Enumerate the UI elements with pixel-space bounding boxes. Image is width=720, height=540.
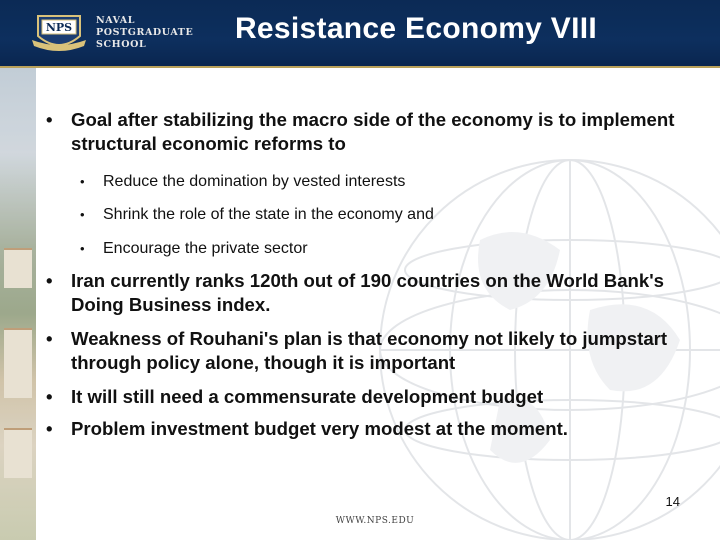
- bullet-icon: •: [46, 109, 53, 130]
- page-number: 14: [665, 494, 680, 509]
- logo-line: POSTGRADUATE: [96, 27, 194, 38]
- sub-bullet-private-sector: [80, 238, 680, 260]
- bullet-development-budget: [46, 385, 686, 409]
- bullet-icon: •: [80, 207, 85, 222]
- bullet-goal: [46, 108, 686, 156]
- bullet-icon: •: [46, 386, 53, 407]
- bullet-text: It will still need a commensurate development budget: [71, 386, 544, 407]
- bullet-doing-business: [46, 269, 686, 317]
- bullet-text: Problem investment budget very modest at the moment.: [71, 418, 568, 439]
- sub-bullet-vested-interests: [80, 171, 680, 193]
- bullet-text: Encourage the private sector: [103, 240, 308, 257]
- footer-url: WWW.NPS.EDU: [335, 516, 415, 526]
- bullet-text: Weakness of Rouhani's plan is that economy not likely to jumpstart through policy alone, though it is important: [71, 328, 668, 373]
- bullet-text: Goal after stabilizing the macro side of the economy is to implement structural economic reforms to: [71, 109, 675, 154]
- bullet-icon: •: [80, 174, 85, 189]
- bullet-text: Shrink the role of the state in the economy and: [103, 206, 434, 223]
- bullet-icon: •: [80, 241, 85, 256]
- logo-line: NAVAL: [96, 15, 136, 26]
- bullet-icon: •: [46, 328, 53, 349]
- logo-line: SCHOOL: [96, 39, 147, 50]
- bullet-icon: •: [46, 270, 53, 291]
- bullet-rouhani-plan: [46, 327, 686, 375]
- bullet-investment-budget: [46, 417, 686, 441]
- sub-bullet-shrink-state: [80, 204, 680, 226]
- bullet-icon: •: [46, 418, 53, 439]
- bullet-text: Reduce the domination by vested interests: [103, 173, 406, 190]
- seal-text: NPS: [45, 21, 73, 34]
- slide-title: Resistance Economy VIII: [234, 12, 598, 45]
- bullet-text: Iran currently ranks 120th out of 190 countries on the World Bank's Doing Business index.: [71, 270, 665, 315]
